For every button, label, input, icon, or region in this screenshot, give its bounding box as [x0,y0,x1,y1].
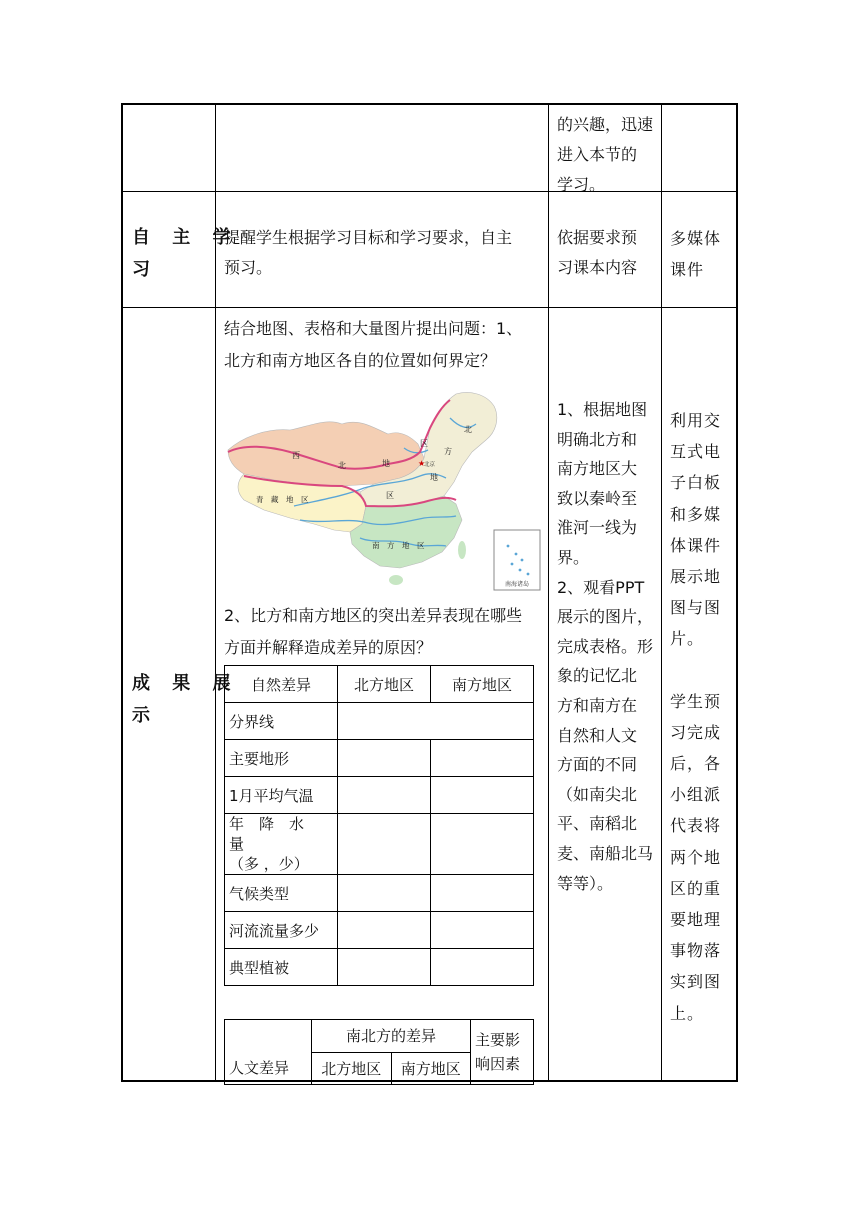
text-line: 象的记忆北 [557,666,638,686]
text-line: 习 [132,259,158,280]
text-line: 2、观看PPT [557,577,645,597]
text-line: 等等）。 [557,873,614,893]
table-left-border [121,103,123,1082]
text-line: 方面并解释造成差异的原因？ [224,638,433,657]
text-line: 进入本节的 [557,145,638,164]
text-line: 事物落 [670,941,722,961]
row2-activity-text [557,223,657,283]
text-line [670,655,740,686]
text-line: 成 果 展 [132,673,239,694]
text-line: 学生预 [670,691,722,711]
text-line: 上。 [670,1003,705,1023]
header-ns-diff: 南北方的差异 [312,1020,471,1053]
text-line: 界。 [557,547,590,567]
row-label-boundary: 分界线 [225,703,338,740]
text-line: 方和南方在 [557,695,638,715]
answer-cell[interactable] [338,814,431,875]
answer-cell[interactable] [431,814,534,875]
text-line: 体课件 [670,535,722,555]
text-line: 互式电 [670,442,722,462]
table-row [225,814,534,875]
text-line: 结合地图、表格和大量图片提出问题：1、 [224,319,523,338]
text-line: 年 降 水 量 [229,815,320,853]
answer-cell[interactable] [431,912,534,949]
row3-activity-text [557,395,657,898]
col-divider-3 [661,103,662,1082]
taiwan-island [458,541,466,559]
map-label-di2: 地 [430,473,438,482]
table-top-border [121,103,738,105]
answer-cell[interactable] [431,777,534,814]
text-line: 小组派 [670,785,722,805]
text-line: 示 [132,705,158,726]
text-line: 区的重 [670,878,722,898]
answer-cell[interactable] [431,949,534,986]
map-label-bei2: 北 [464,425,472,434]
text-line: 图与图 [670,598,722,618]
text-line: 多媒体 [670,229,722,248]
table-row [225,875,534,912]
table-header-row [225,1020,534,1053]
text-line: 北方和南方地区各自的位置如何界定？ [224,351,497,370]
answer-cell[interactable] [431,740,534,777]
row-divider-2 [121,307,738,308]
text-line: 2、比方和南方地区的突出差异表现在哪些 [224,606,523,625]
map-label-qu2: 区 [386,491,394,500]
text-line: 方面的不同 [557,755,638,775]
answer-cell[interactable] [338,703,534,740]
beijing-star-icon: ★ [418,459,426,468]
answer-cell[interactable] [338,875,431,912]
text-line: 自然和人文 [557,725,638,745]
row3-intent-text [670,405,740,1029]
text-line: 依据要求预 [557,228,638,247]
map-label-south: 南 方 地 区 [372,541,425,550]
map-label-west: 西 [292,451,300,460]
text-line: 预习。 [224,258,273,277]
text-line: 利用交 [670,411,722,430]
map-label-di1: 地 [382,459,390,468]
row1-activity-text [557,110,657,200]
map-label-beijing: 北京 [424,462,436,468]
china-regions-map [224,388,544,593]
map-label-bei1: 北 [338,461,346,470]
hainan-island [389,575,403,585]
text-line: 子白板 [670,473,722,493]
answer-cell[interactable] [338,740,431,777]
text-line: 展示地 [670,567,722,587]
text-line: 平、南稻北 [557,814,638,834]
text-line: 两个地 [670,847,722,867]
text-line: 后，各 [670,754,722,774]
header-south: 南方地区 [431,666,534,703]
answer-cell[interactable] [338,912,431,949]
text-line: 展示的图片， [557,607,654,627]
table-header-row [225,666,534,703]
row-label-river-flow: 河流流量多少 [225,912,338,949]
header-human-diff: 人文差异 [225,1020,312,1085]
map-label-fang1: 方 [444,447,452,456]
row2-content [224,223,512,283]
text-line: 习课本内容 [557,258,638,277]
text-line: 1、根据地图 [557,400,648,419]
text-line: 和多媒 [670,504,722,524]
text-line: 课件 [670,260,705,279]
text-line: （多 ，少） [229,855,309,873]
row-label-precip [225,814,338,875]
map-label-qingzang: 青 藏 地 区 [256,495,309,504]
header-south: 南方地区 [391,1052,471,1085]
row-label-jan-temp: 1月平均气温 [225,777,338,814]
text-line: 代表将 [670,816,722,836]
text-line: 主要影 [475,1031,521,1049]
text-line: 习完成 [670,722,722,742]
text-line: 淮河一线为 [557,518,638,538]
text-line: 实到图 [670,972,722,992]
text-line: 响因素 [475,1055,521,1073]
natural-differences-table [224,665,534,986]
table-row [225,740,534,777]
text-line: 完成表格。形 [557,636,654,656]
text-line: 自 主 学 [132,227,239,248]
text-line: 提醒学生根据学习目标和学习要求，自主 [224,228,513,247]
table-row [225,777,534,814]
text-line: 要地理 [670,910,722,930]
row-label-terrain: 主要地形 [225,740,338,777]
question-1 [224,313,522,377]
header-factors [471,1020,534,1085]
map-label-qu1: 区 [420,439,428,448]
table-row [225,703,534,740]
text-line: 明确北方和 [557,429,638,449]
answer-cell[interactable] [338,949,431,986]
row-label-climate: 气候类型 [225,875,338,912]
text-line: 学习。 [557,175,606,194]
header-north: 北方地区 [312,1052,392,1085]
question-2 [224,600,522,664]
table-row [225,949,534,986]
table-row [225,912,534,949]
text-line: 片。 [670,629,705,649]
human-differences-table [224,1019,534,1085]
row-label-vegetation: 典型植被 [225,949,338,986]
answer-cell[interactable] [431,875,534,912]
row2-intent-text [670,223,740,285]
text-line: （如南尖北 [557,784,638,804]
text-line: 的兴趣，迅速 [557,115,654,134]
col-divider-2 [548,103,549,1082]
row3-stage-label [132,668,239,732]
header-north: 北方地区 [338,666,431,703]
text-line: 南方地区大 [557,459,638,479]
text-line: 麦、南船北马 [557,843,654,863]
row2-stage-label [132,222,239,286]
text-line: 致以秦岭至 [557,488,638,508]
header-natural-diff: 自然差异 [225,666,338,703]
answer-cell[interactable] [338,777,431,814]
inset-label: 南海诸岛 [504,581,530,588]
